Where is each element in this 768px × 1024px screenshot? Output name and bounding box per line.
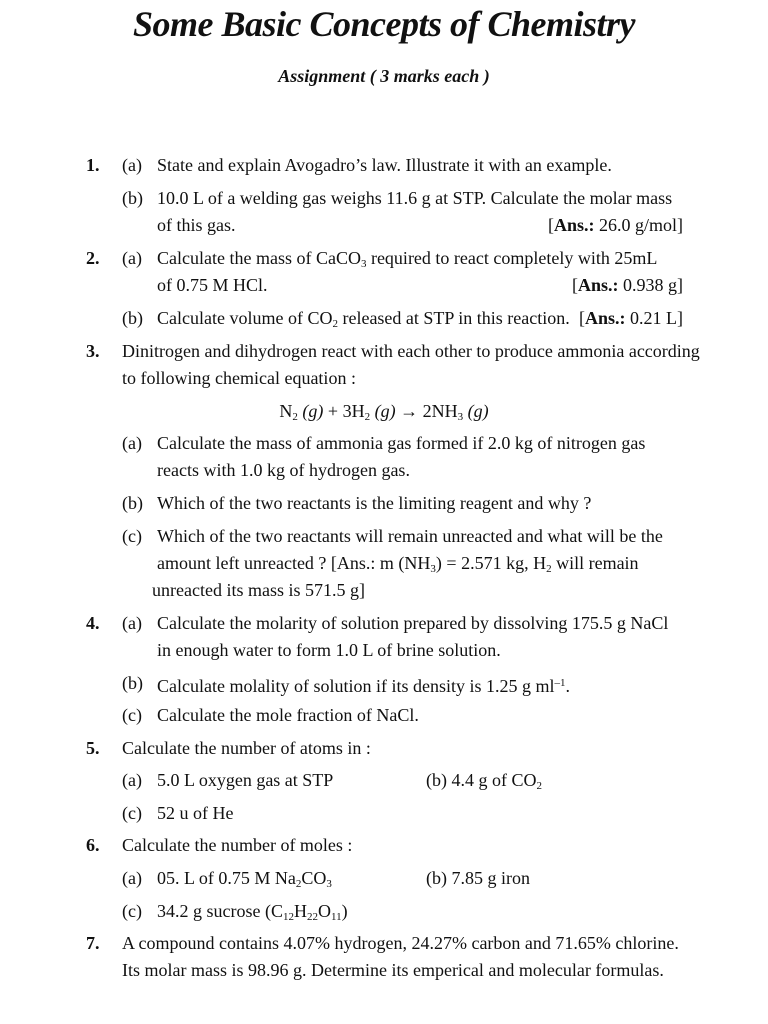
question-text: A compound contains 4.07% hydrogen, 24.27% carbon and 71.65% chlorine.: [122, 933, 679, 953]
part-text: in enough water to form 1.0 L of brine solution.: [157, 640, 501, 660]
question-intro: to following chemical equation :: [122, 368, 356, 388]
question-intro: Calculate the number of moles :: [122, 835, 353, 855]
answer-label: Ans.:: [553, 215, 595, 235]
question-text: Its molar mass is 98.96 g. Determine its emperical and molecular formulas.: [122, 960, 664, 980]
page-title: Some Basic Concepts of Chemistry: [132, 4, 635, 44]
question-number: 7.: [86, 933, 100, 953]
part-text: Calculate the mass of CaCO$_3$ required to react completely with 25mL: [157, 248, 658, 270]
part-text: reacts with 1.0 kg of hydrogen gas.: [157, 460, 410, 480]
part-text: Calculate the mass of ammonia gas formed if 2.0 kg of nitrogen gas: [157, 433, 646, 453]
answer: [Ans.: 0.938 g]: [571, 275, 683, 295]
part-label: (a): [122, 770, 142, 790]
part-label: (a): [122, 248, 142, 268]
answer-label: Ans.:: [577, 275, 619, 295]
part-text: Which of the two reactants will remain unreacted and what will be the: [157, 526, 663, 546]
question-intro: Calculate the number of atoms in :: [122, 738, 371, 758]
question-number: 2.: [86, 248, 100, 268]
part-text: Calculate volume of $CO_2$ released at STP in this reaction.: [157, 308, 570, 330]
answer: [Ans.: 26.0 g/mol]: [547, 215, 683, 235]
question-number: 6.: [86, 835, 100, 855]
answer-value: 26.0 g/mol: [598, 215, 677, 235]
part-label: (a): [122, 155, 142, 175]
part-text: 10.0 L of a welding gas weighs 11.6 g at STP. Calculate the molar mass: [157, 188, 673, 208]
part-text: (b) 4.4 g of $CO_2$: [426, 770, 542, 792]
part-text: Calculate molality of solution if its density is 1.25 g $ml^{-1}$.: [157, 676, 570, 696]
part-text: 52 u of He: [157, 803, 234, 823]
part-label: (b): [122, 493, 143, 513]
part-text: of 0.75 M HCl.: [157, 275, 268, 295]
answer-value: 0.21 L: [630, 308, 677, 328]
part-text: 34.2 g sucrose $(C_{12}H_{22}O_{11})$: [157, 901, 348, 923]
page-subtitle: Assignment ( 3 marks each ): [278, 66, 490, 86]
part-label: (c): [122, 526, 142, 546]
part-text: Calculate the mole fraction of NaCl.: [157, 705, 419, 725]
part-label: (a): [122, 433, 142, 453]
part-text: 5.0 L oxygen gas at STP: [157, 770, 334, 790]
part-text: 05. L of 0.75 M $Na_2CO_3$: [157, 868, 332, 890]
chemical-equation: $N_2$ $(g) + 3H_2$ $(g) \to 2NH_3$ (g): [279, 401, 489, 423]
part-text: Which of the two reactants is the limiting reagent and why ?: [157, 493, 592, 513]
question-number: 4.: [86, 613, 100, 633]
part-label: (a): [122, 613, 142, 633]
answer-label: Ans.:: [584, 308, 626, 328]
part-label: (c): [122, 901, 142, 921]
part-label: (c): [122, 803, 142, 823]
part-text: amount left unreacted ? [Ans.: m $(NH_3) = 2.571$ kg, $H_2$ will remain: [157, 553, 639, 575]
answer-value: 0.938 g: [623, 275, 677, 295]
part-text: (b) 7.85 g iron: [426, 868, 530, 888]
part-label: (b): [122, 673, 143, 693]
question-number: 1.: [86, 155, 100, 175]
part-text: State and explain Avogadro’s law. Illustrate it with an example.: [157, 155, 612, 175]
answer: [Ans.: 0.21 L]: [578, 308, 683, 328]
part-label: (b): [122, 308, 143, 328]
part-label: (c): [122, 705, 142, 725]
question-intro: Dinitrogen and dihydrogen react with each other to produce ammonia according: [122, 341, 700, 361]
part-text: unreacted its mass is 571.5 g]: [152, 580, 365, 600]
part-text: of this gas.: [157, 215, 236, 235]
part-label: (a): [122, 868, 142, 888]
question-number: 5.: [86, 738, 100, 758]
question-number: 3.: [86, 341, 100, 361]
part-label: (b): [122, 188, 143, 208]
part-text: Calculate the molarity of solution prepared by dissolving 175.5 g NaCl: [157, 613, 669, 633]
